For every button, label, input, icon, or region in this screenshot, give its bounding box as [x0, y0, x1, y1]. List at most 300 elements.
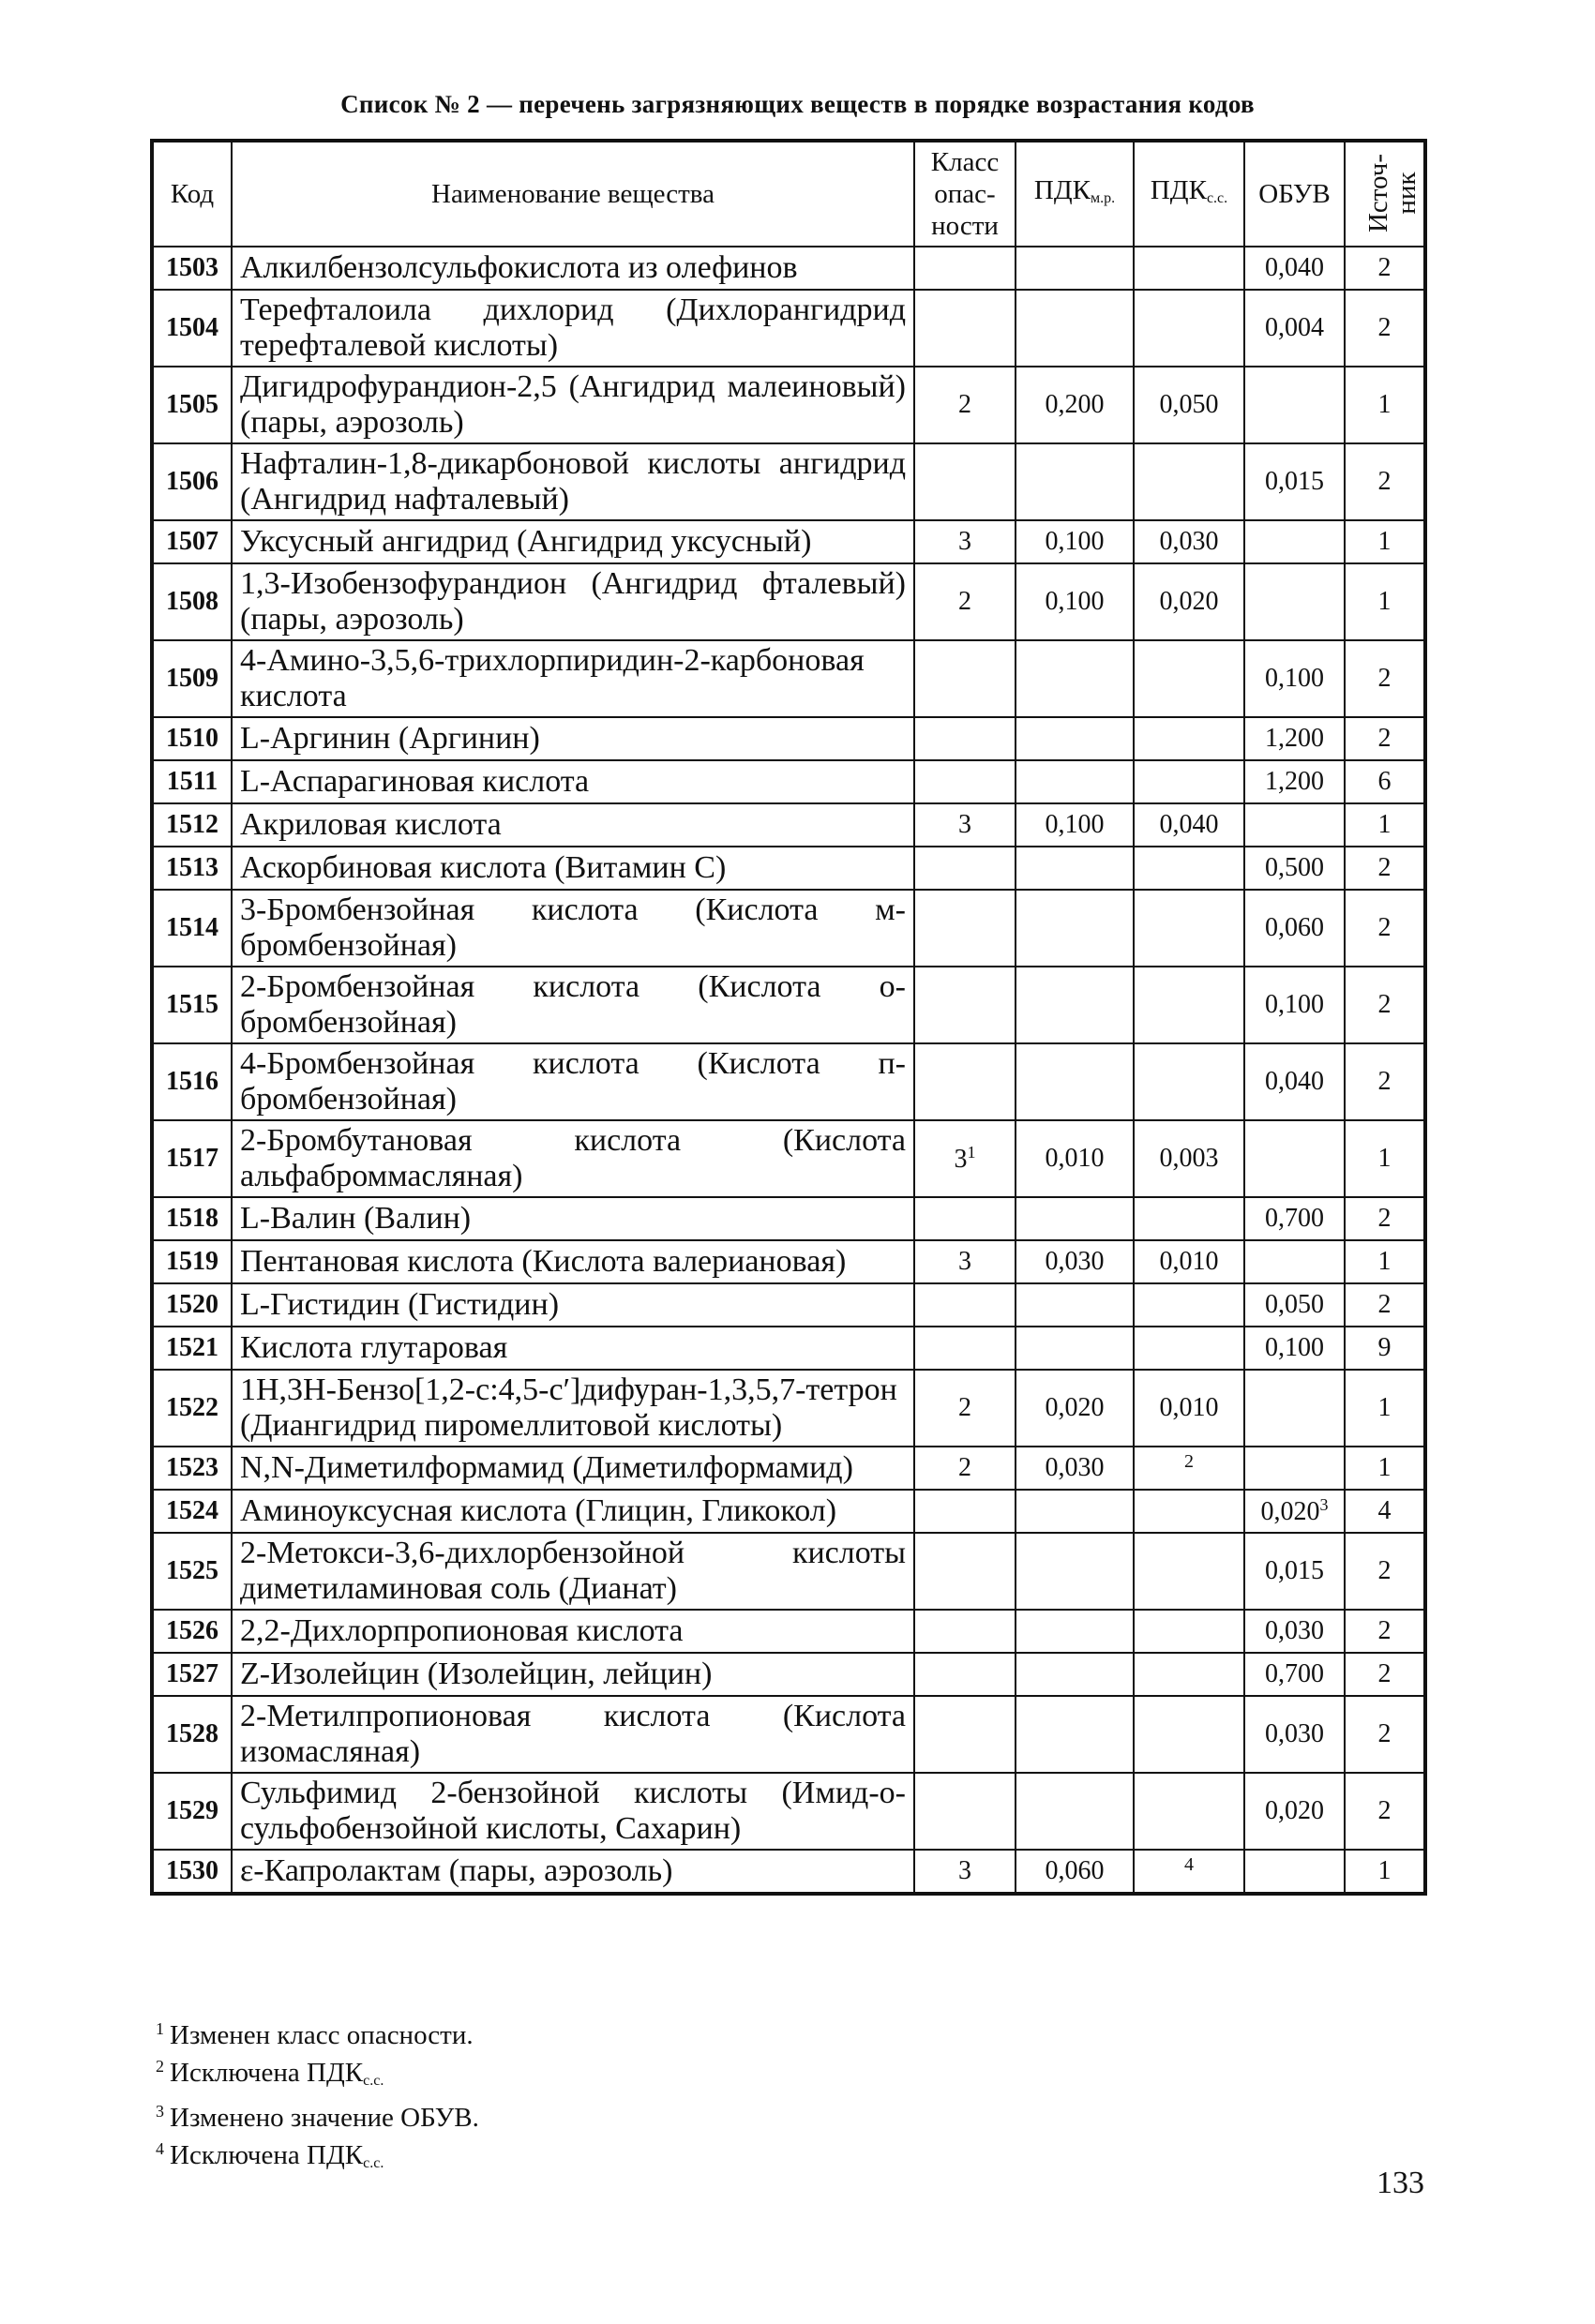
- cell-obuv: [1244, 1240, 1345, 1283]
- cell-source: [1345, 1850, 1425, 1894]
- cell-name-value: ε-Капролактам (пары, аэрозоль): [240, 1853, 673, 1888]
- cell-name: [232, 1370, 914, 1447]
- cell-pdk-ss: [1134, 1533, 1244, 1610]
- cell-source-value: 2: [1377, 1290, 1392, 1319]
- header-pdk-ss: [1134, 141, 1244, 247]
- cell-pdk-mr-value: 0,100: [1045, 587, 1105, 616]
- cell-obuv: [1244, 290, 1345, 367]
- cell-obuv-value: 0,040: [1265, 1067, 1324, 1096]
- page-title: Список № 2 — перечень загрязняющих веществ в порядке возрастания кодов: [340, 90, 1255, 118]
- cell-name-value: Z-Изолейцин (Изолейцин, лейцин): [240, 1657, 713, 1691]
- cell-source-value: 2: [1377, 990, 1392, 1019]
- cell-class-value: 2: [958, 390, 971, 419]
- cell-obuv-value: 0,700: [1265, 1659, 1324, 1688]
- cell-pdk-ss-value: 0,003: [1159, 1144, 1219, 1173]
- cell-obuv: [1244, 443, 1345, 520]
- cell-name: [232, 1850, 914, 1894]
- header-class-line2: опас-: [934, 179, 996, 209]
- cell-pdk-mr: [1016, 1120, 1134, 1197]
- table-row: [152, 1240, 1425, 1283]
- footnote-item: [156, 2096, 479, 2134]
- cell-source-value: 1: [1377, 1144, 1392, 1173]
- table-row: [152, 890, 1425, 967]
- cell-obuv-value: 0,100: [1265, 990, 1324, 1019]
- cell-class: [914, 1370, 1016, 1447]
- table-row: [152, 367, 1425, 443]
- cell-name: [232, 520, 914, 563]
- cell-class: [914, 520, 1016, 563]
- cell-obuv: [1244, 367, 1345, 443]
- table-row: [152, 1533, 1425, 1610]
- cell-pdk-ss: [1134, 803, 1244, 847]
- cell-name: [232, 967, 914, 1043]
- cell-source-value: 1: [1377, 810, 1392, 839]
- cell-obuv: [1244, 1370, 1345, 1447]
- cell-pdk-ss: [1134, 247, 1244, 290]
- cell-pdk-ss: [1134, 1283, 1244, 1327]
- cell-pdk-mr-value: 0,010: [1045, 1144, 1105, 1173]
- footnote-mark: 3: [156, 2102, 164, 2121]
- cell-obuv: [1244, 1283, 1345, 1327]
- cell-class: [914, 1447, 1016, 1490]
- cell-obuv-value: 0,100: [1265, 1333, 1324, 1362]
- cell-code-value: 1521: [166, 1333, 218, 1362]
- obuv-footnote-mark: 3: [1319, 1495, 1329, 1514]
- header-name: Наименование вещества: [232, 141, 914, 247]
- cell-pdk-ss: [1134, 967, 1244, 1043]
- cell-pdk-mr: [1016, 1490, 1134, 1533]
- cell-pdk-mr: [1016, 890, 1134, 967]
- cell-pdk-ss: [1134, 1696, 1244, 1773]
- cell-obuv: [1244, 1773, 1345, 1850]
- cell-obuv: [1244, 717, 1345, 760]
- cell-code-value: 1530: [166, 1856, 218, 1885]
- cell-pdk-ss-value: 0,030: [1159, 527, 1219, 556]
- cell-obuv: [1244, 1197, 1345, 1240]
- cell-pdk-mr: [1016, 640, 1134, 717]
- cell-source-value: 2: [1377, 253, 1392, 282]
- cell-name-value: Аскорбиновая кислота (Витамин С): [240, 850, 727, 885]
- cell-source: [1345, 1653, 1425, 1696]
- cell-class: [914, 967, 1016, 1043]
- cell-pdk-mr: [1016, 1327, 1134, 1370]
- cell-code: [152, 1120, 232, 1197]
- cell-pdk-mr: [1016, 803, 1134, 847]
- cell-code-value: 1517: [166, 1144, 218, 1173]
- cell-code: [152, 1490, 232, 1533]
- cell-pdk-ss: [1134, 717, 1244, 760]
- cell-code: [152, 563, 232, 640]
- cell-obuv: [1244, 847, 1345, 890]
- cell-pdk-mr: [1016, 1370, 1134, 1447]
- cell-source: [1345, 890, 1425, 967]
- cell-name: [232, 640, 914, 717]
- cell-name: [232, 1653, 914, 1696]
- cell-name-value: Сульфимид 2-бензойной кислоты (Имид-о-сульфобензойной кислоты, Сахарин): [240, 1776, 906, 1846]
- header-pdk-ss-label: ПДК: [1150, 174, 1207, 205]
- cell-pdk-ss: [1134, 1490, 1244, 1533]
- cell-class: [914, 1653, 1016, 1696]
- cell-obuv-value: 0,050: [1265, 1290, 1324, 1319]
- cell-code: [152, 290, 232, 367]
- header-pdk-ss-sub: с.с.: [1206, 189, 1228, 206]
- cell-name: [232, 367, 914, 443]
- cell-name: [232, 443, 914, 520]
- cell-code: [152, 1447, 232, 1490]
- cell-obuv-value: 0,030: [1265, 1616, 1324, 1645]
- cell-code: [152, 1327, 232, 1370]
- cell-pdk-mr: [1016, 760, 1134, 803]
- cell-source: [1345, 1283, 1425, 1327]
- footnote-item: [156, 2014, 479, 2051]
- cell-name-value: Нафталин-1,8-дикарбоновой кислоты ангидрид (Ангидрид нафталевый): [240, 446, 906, 517]
- cell-code-value: 1525: [166, 1556, 218, 1585]
- cell-name-value: L-Гистидин (Гистидин): [240, 1287, 560, 1322]
- cell-name: [232, 1610, 914, 1653]
- cell-name-value: 2-Метокси-3,6-дихлорбензойной кислоты диметиламиновая соль (Дианат): [240, 1536, 906, 1606]
- cell-class: [914, 1327, 1016, 1370]
- cell-source: [1345, 1120, 1425, 1197]
- cell-source: [1345, 367, 1425, 443]
- cell-pdk-mr: [1016, 520, 1134, 563]
- footnotes: [156, 2014, 479, 2179]
- cell-obuv: [1244, 1610, 1345, 1653]
- cell-pdk-ss: [1134, 443, 1244, 520]
- cell-code: [152, 1370, 232, 1447]
- cell-source-value: 2: [1377, 1616, 1392, 1645]
- cell-pdk-mr: [1016, 717, 1134, 760]
- cell-name: [232, 1043, 914, 1120]
- cell-pdk-mr: [1016, 847, 1134, 890]
- cell-class: [914, 367, 1016, 443]
- cell-class: [914, 1850, 1016, 1894]
- cell-pdk-mr-value: 0,100: [1045, 810, 1105, 839]
- cell-name: [232, 1447, 914, 1490]
- cell-source-value: 2: [1377, 313, 1392, 342]
- cell-name-value: N,N-Диметилформамид (Диметилформамид): [240, 1450, 853, 1485]
- table-row: [152, 1370, 1425, 1447]
- cell-obuv: [1244, 563, 1345, 640]
- cell-name-value: Пентановая кислота (Кислота валериановая): [240, 1244, 847, 1279]
- cell-pdk-mr-value: 0,020: [1045, 1393, 1105, 1422]
- cell-code-value: 1513: [166, 853, 218, 882]
- cell-obuv: [1244, 1653, 1345, 1696]
- cell-name: [232, 563, 914, 640]
- cell-obuv: [1244, 967, 1345, 1043]
- cell-class: [914, 847, 1016, 890]
- cell-source-value: 2: [1377, 1204, 1392, 1233]
- header-source-line2: ник: [1392, 172, 1422, 215]
- cell-pdk-ss: [1134, 640, 1244, 717]
- cell-pdk-ss-value: 2: [1184, 1450, 1194, 1472]
- cell-name: [232, 247, 914, 290]
- footnote-text: Изменен класс опасности.: [170, 2020, 474, 2050]
- cell-source-value: 2: [1377, 1067, 1392, 1096]
- header-source-vertical: [1364, 154, 1421, 232]
- cell-pdk-ss-value: 0,040: [1159, 810, 1219, 839]
- cell-source-value: 2: [1377, 467, 1392, 496]
- cell-code: [152, 1773, 232, 1850]
- cell-source: [1345, 1533, 1425, 1610]
- cell-obuv: [1244, 890, 1345, 967]
- cell-name: [232, 1120, 914, 1197]
- table-row: [152, 1327, 1425, 1370]
- cell-class: [914, 1120, 1016, 1197]
- table-row: [152, 563, 1425, 640]
- cell-class-value: 3: [958, 527, 971, 556]
- cell-source: [1345, 247, 1425, 290]
- cell-source: [1345, 760, 1425, 803]
- cell-source: [1345, 847, 1425, 890]
- cell-name-value: 2,2-Дихлорпропионовая кислота: [240, 1613, 684, 1648]
- cell-source-value: 1: [1377, 1393, 1392, 1422]
- header-obuv: ОБУВ: [1244, 141, 1345, 247]
- cell-pdk-ss: [1134, 520, 1244, 563]
- cell-name: [232, 1327, 914, 1370]
- cell-name-value: Аминоуксусная кислота (Глицин, Гликокол): [240, 1493, 837, 1528]
- cell-pdk-ss-value: 0,010: [1159, 1393, 1219, 1422]
- cell-source: [1345, 520, 1425, 563]
- cell-obuv-value: 1,200: [1265, 767, 1324, 796]
- cell-class: [914, 640, 1016, 717]
- cell-source: [1345, 717, 1425, 760]
- footnote-text: Исключена ПДК: [170, 2058, 364, 2088]
- cell-source-value: 2: [1377, 1719, 1392, 1748]
- cell-source: [1345, 1327, 1425, 1370]
- cell-name: [232, 1773, 914, 1850]
- cell-source: [1345, 1370, 1425, 1447]
- cell-pdk-ss: [1134, 1043, 1244, 1120]
- table-row: [152, 803, 1425, 847]
- cell-name-value: 4-Амино-3,5,6-трихлорпиридин-2-карбоновая кислота: [240, 643, 865, 713]
- cell-obuv-value: 0,060: [1265, 913, 1324, 942]
- cell-obuv: [1244, 1533, 1345, 1610]
- cell-obuv-value: 0,015: [1265, 1556, 1324, 1585]
- cell-code-value: 1523: [166, 1453, 218, 1482]
- cell-source-value: 2: [1377, 1659, 1392, 1688]
- cell-code-value: 1506: [166, 467, 218, 496]
- cell-code-value: 1510: [166, 724, 218, 753]
- cell-class: [914, 1696, 1016, 1773]
- footnote-item: [156, 2051, 479, 2096]
- cell-code: [152, 1850, 232, 1894]
- cell-source-value: 9: [1377, 1333, 1392, 1362]
- cell-pdk-mr: [1016, 1773, 1134, 1850]
- cell-code: [152, 1240, 232, 1283]
- cell-pdk-ss: [1134, 1447, 1244, 1490]
- cell-source: [1345, 290, 1425, 367]
- cell-obuv: [1244, 1120, 1345, 1197]
- cell-class: [914, 443, 1016, 520]
- cell-name-value: Акриловая кислота: [240, 807, 502, 842]
- table-row: [152, 1696, 1425, 1773]
- cell-source-value: 2: [1377, 664, 1392, 693]
- header-source: [1345, 141, 1425, 247]
- cell-source: [1345, 1610, 1425, 1653]
- cell-class: [914, 717, 1016, 760]
- cell-obuv-value: 0,030: [1265, 1719, 1324, 1748]
- cell-code-value: 1505: [166, 390, 218, 419]
- cell-class: [914, 247, 1016, 290]
- cell-code: [152, 1533, 232, 1610]
- cell-pdk-ss: [1134, 1850, 1244, 1894]
- cell-name: [232, 1533, 914, 1610]
- cell-obuv-value: 0,700: [1265, 1204, 1324, 1233]
- table-row: [152, 967, 1425, 1043]
- cell-code: [152, 967, 232, 1043]
- cell-class-value: 2: [958, 1393, 971, 1422]
- cell-pdk-mr: [1016, 367, 1134, 443]
- cell-pdk-mr: [1016, 247, 1134, 290]
- cell-class-value: 3: [954, 1145, 968, 1174]
- cell-source: [1345, 640, 1425, 717]
- cell-name-value: 2-Бромбутановая кислота (Кислота альфаброммасляная): [240, 1123, 906, 1193]
- cell-pdk-mr: [1016, 1447, 1134, 1490]
- cell-name: [232, 1490, 914, 1533]
- cell-name: [232, 890, 914, 967]
- table-row: [152, 520, 1425, 563]
- cell-code: [152, 443, 232, 520]
- cell-pdk-mr-value: 0,030: [1045, 1453, 1105, 1482]
- cell-name-value: L-Аргинин (Аргинин): [240, 721, 540, 756]
- cell-source-value: 2: [1377, 1556, 1392, 1585]
- cell-code-value: 1528: [166, 1719, 218, 1748]
- cell-obuv-value: 0,020: [1260, 1497, 1320, 1526]
- cell-code: [152, 847, 232, 890]
- cell-code-value: 1515: [166, 990, 218, 1019]
- cell-pdk-mr: [1016, 967, 1134, 1043]
- cell-class-value: 2: [958, 1453, 971, 1482]
- cell-pdk-mr: [1016, 1533, 1134, 1610]
- cell-class-value: 3: [958, 1856, 971, 1885]
- cell-source: [1345, 563, 1425, 640]
- cell-obuv-value: 0,020: [1265, 1796, 1324, 1825]
- cell-source-value: 1: [1377, 587, 1392, 616]
- cell-name: [232, 1283, 914, 1327]
- cell-code-value: 1514: [166, 913, 218, 942]
- cell-obuv: [1244, 1490, 1345, 1533]
- cell-source: [1345, 443, 1425, 520]
- cell-class: [914, 1773, 1016, 1850]
- table-row: [152, 1197, 1425, 1240]
- cell-code: [152, 890, 232, 967]
- cell-pdk-mr: [1016, 1696, 1134, 1773]
- cell-pdk-ss: [1134, 1370, 1244, 1447]
- cell-name-value: Алкилбензолсульфокислота из олефинов: [240, 250, 798, 285]
- cell-name: [232, 803, 914, 847]
- cell-source: [1345, 1197, 1425, 1240]
- cell-source-value: 2: [1377, 853, 1392, 882]
- cell-code: [152, 640, 232, 717]
- cell-source: [1345, 1043, 1425, 1120]
- cell-class-value: 2: [958, 587, 971, 616]
- cell-class: [914, 1043, 1016, 1120]
- cell-name: [232, 760, 914, 803]
- cell-name-value: 2-Метилпропионовая кислота (Кислота изомасляная): [240, 1699, 906, 1769]
- cell-pdk-mr-value: 0,200: [1045, 390, 1105, 419]
- cell-name: [232, 1197, 914, 1240]
- cell-source: [1345, 967, 1425, 1043]
- cell-code-value: 1503: [166, 253, 218, 282]
- cell-code: [152, 1197, 232, 1240]
- cell-obuv: [1244, 640, 1345, 717]
- table-row: [152, 1490, 1425, 1533]
- cell-pdk-ss: [1134, 1610, 1244, 1653]
- cell-pdk-mr: [1016, 1283, 1134, 1327]
- cell-class: [914, 1283, 1016, 1327]
- table-row: [152, 1447, 1425, 1490]
- cell-name-value: Кислота глутаровая: [240, 1330, 508, 1365]
- cell-class: [914, 803, 1016, 847]
- header-row: [152, 141, 1425, 247]
- cell-code-value: 1518: [166, 1204, 218, 1233]
- cell-obuv: [1244, 1447, 1345, 1490]
- cell-obuv: [1244, 247, 1345, 290]
- cell-code-value: 1519: [166, 1247, 218, 1276]
- table-row: [152, 290, 1425, 367]
- cell-code: [152, 1283, 232, 1327]
- cell-pdk-mr: [1016, 1850, 1134, 1894]
- header-class: [914, 141, 1016, 247]
- cell-obuv: [1244, 803, 1345, 847]
- cell-code-value: 1516: [166, 1067, 218, 1096]
- cell-code-value: 1508: [166, 587, 218, 616]
- cell-class: [914, 760, 1016, 803]
- cell-pdk-ss: [1134, 1773, 1244, 1850]
- table-row: [152, 1773, 1425, 1850]
- cell-pdk-mr: [1016, 1610, 1134, 1653]
- cell-pdk-ss: [1134, 1240, 1244, 1283]
- table-row: [152, 640, 1425, 717]
- cell-source-value: 2: [1377, 913, 1392, 942]
- substances-table: [150, 139, 1427, 1896]
- cell-source: [1345, 803, 1425, 847]
- cell-pdk-ss: [1134, 290, 1244, 367]
- cell-code: [152, 1610, 232, 1653]
- cell-class-value: 3: [958, 1247, 971, 1276]
- cell-obuv: [1244, 520, 1345, 563]
- table-row: [152, 847, 1425, 890]
- header-source-line1: Источ-: [1363, 153, 1394, 233]
- cell-pdk-ss: [1134, 367, 1244, 443]
- cell-obuv: [1244, 1850, 1345, 1894]
- cell-pdk-ss: [1134, 760, 1244, 803]
- cell-source-value: 1: [1377, 1247, 1392, 1276]
- cell-name-value: Дигидрофурандион-2,5 (Ангидрид малеиновый) (пары, аэрозоль): [240, 369, 906, 440]
- cell-name-value: Терефталоила дихлорид (Дихлорангидрид терефталевой кислоты): [240, 292, 906, 363]
- cell-pdk-ss: [1134, 1197, 1244, 1240]
- class-footnote-mark: 1: [967, 1143, 976, 1162]
- cell-pdk-ss-value: 4: [1184, 1853, 1194, 1875]
- cell-name-value: L-Аспарагиновая кислота: [240, 764, 590, 799]
- footnote-sub: с.с.: [363, 2073, 384, 2089]
- table-row: [152, 443, 1425, 520]
- cell-pdk-mr: [1016, 1197, 1134, 1240]
- cell-obuv: [1244, 1696, 1345, 1773]
- cell-source: [1345, 1447, 1425, 1490]
- cell-name-value: 2-Бромбензойная кислота (Кислота о-бромбензойная): [240, 969, 906, 1040]
- cell-code: [152, 717, 232, 760]
- cell-class: [914, 1533, 1016, 1610]
- cell-source: [1345, 1490, 1425, 1533]
- cell-name: [232, 1696, 914, 1773]
- cell-source-value: 6: [1377, 767, 1392, 796]
- cell-obuv-value: 0,004: [1265, 313, 1324, 342]
- cell-pdk-mr: [1016, 1043, 1134, 1120]
- cell-pdk-ss: [1134, 1120, 1244, 1197]
- header-code: Код: [152, 141, 232, 247]
- page-number: 133: [1377, 2166, 1424, 2200]
